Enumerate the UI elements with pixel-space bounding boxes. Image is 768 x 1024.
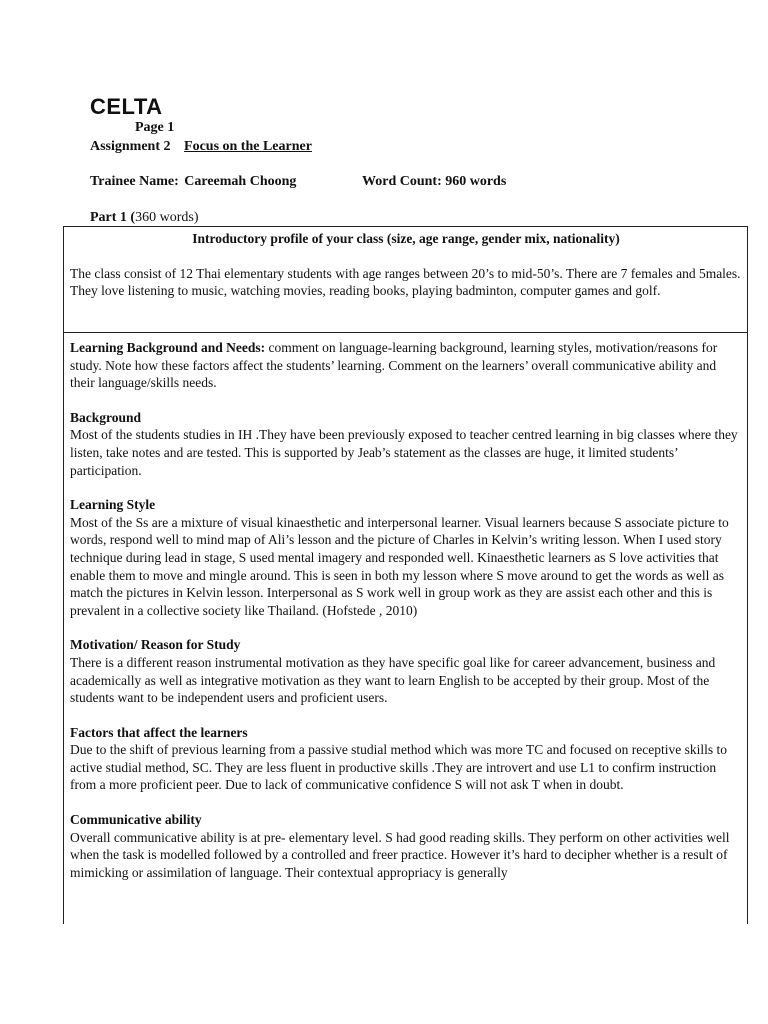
part-line — [90, 210, 198, 226]
profile-cell — [64, 227, 747, 333]
word-count-line — [362, 174, 506, 190]
section-text: Due to the shift of previous learning from a passive studial method which was more TC and focused on receptive skills to active studial method, SC. They are less fluent in productive skills .They are introvert and use L1 to confirm instruction from a more proficient peer. Due to lack of communicative confidence S will not ask T when in doubt. — [70, 742, 727, 793]
section-text: There is a different reason instrumental motivation as they have specific goal like for career advancement, business and academically as well as integrative motivation as they want to learn English to be accepted by their group. Most of the students want to be independent users and proficient users. — [70, 654, 716, 706]
section-motivation — [70, 636, 742, 706]
assignment-label: Assignment 2 — [90, 139, 171, 154]
section-heading: Factors that affect the learners — [70, 724, 248, 740]
background-needs-intro — [70, 339, 742, 392]
assignment-table — [63, 226, 748, 924]
section-background — [70, 409, 742, 479]
section-heading: Communicative ability — [70, 812, 202, 828]
trainee-name: Careemah Choong — [184, 174, 297, 189]
part-label: Part 1 ( — [90, 210, 136, 225]
section-heading: Learning Style — [70, 497, 156, 513]
section-text: Most of the students studies in IH .They have been previously exposed to teacher centred learning in big classes where they listen, take notes and are tested. This is supported by Jeab’s statement as the classes are huge, it limited students’ participation. — [70, 427, 738, 478]
section-text: Most of the Ss are a mixture of visual kinaesthetic and interpersonal learner. Visual learners because S associate picture to words, respond well to mind map of Ali’s lesson and the picture of Charles in Kelvin’s writing lesson. When I used story technique during lead in stage, S used mental imagery and responded well. Kinaesthetic learners as S love activities that enable them to move and mingle around. This is seen in both my lesson where S move around to get the words as well as match the pictures in Kelvin lesson. Interpersonal as S work well in group work as they are assist each other and this is prevalent in a collective society like Thailand. (Hofstede , 2010) — [70, 514, 729, 618]
section-text: Overall communicative ability is at pre- elementary level. S had good reading skills. They perform on other activities well when the task is modelled followed by a controlled and freer practice. However it’s hard to decipher whether is a result of mimicking or assimilation of language. Their contextual appropriacy is generally — [70, 829, 730, 880]
section-communicative-ability — [70, 811, 742, 881]
word-count-label: Word Count: — [362, 174, 442, 189]
word-count-value: 960 words — [445, 174, 507, 189]
profile-text: The class consist of 12 Thai elementary students with age ranges between 20’s to mid-50’s. There are 7 females and 5males. They love listening to music, watching movies, reading books, playing badminton, computer games and golf. — [70, 265, 741, 299]
document-title: CELTA — [90, 94, 163, 119]
assignment-topic: Focus on the Learner — [184, 139, 312, 154]
background-needs-heading: Learning Background and Needs: — [70, 340, 266, 355]
trainee-label: Trainee Name: — [90, 174, 179, 189]
part-words: 360 words) — [135, 210, 199, 225]
section-heading: Motivation/ Reason for Study — [70, 637, 241, 653]
page-number: Page 1 — [135, 120, 175, 135]
section-factors — [70, 724, 742, 794]
profile-heading: Introductory profile of your class (size, age range, gender mix, nationality) — [192, 231, 620, 246]
section-heading: Background — [70, 409, 142, 425]
section-learning-style — [70, 496, 742, 619]
background-needs-text: comment on language-learning background, learning styles, motivation/reasons for study. Note how these factors affect the students’ learning. Comment on the learners’ overall communicative ability and their language/skills needs. — [70, 340, 718, 391]
trainee-line — [90, 174, 296, 190]
assignment-line — [90, 139, 312, 155]
background-needs-cell — [64, 333, 747, 881]
